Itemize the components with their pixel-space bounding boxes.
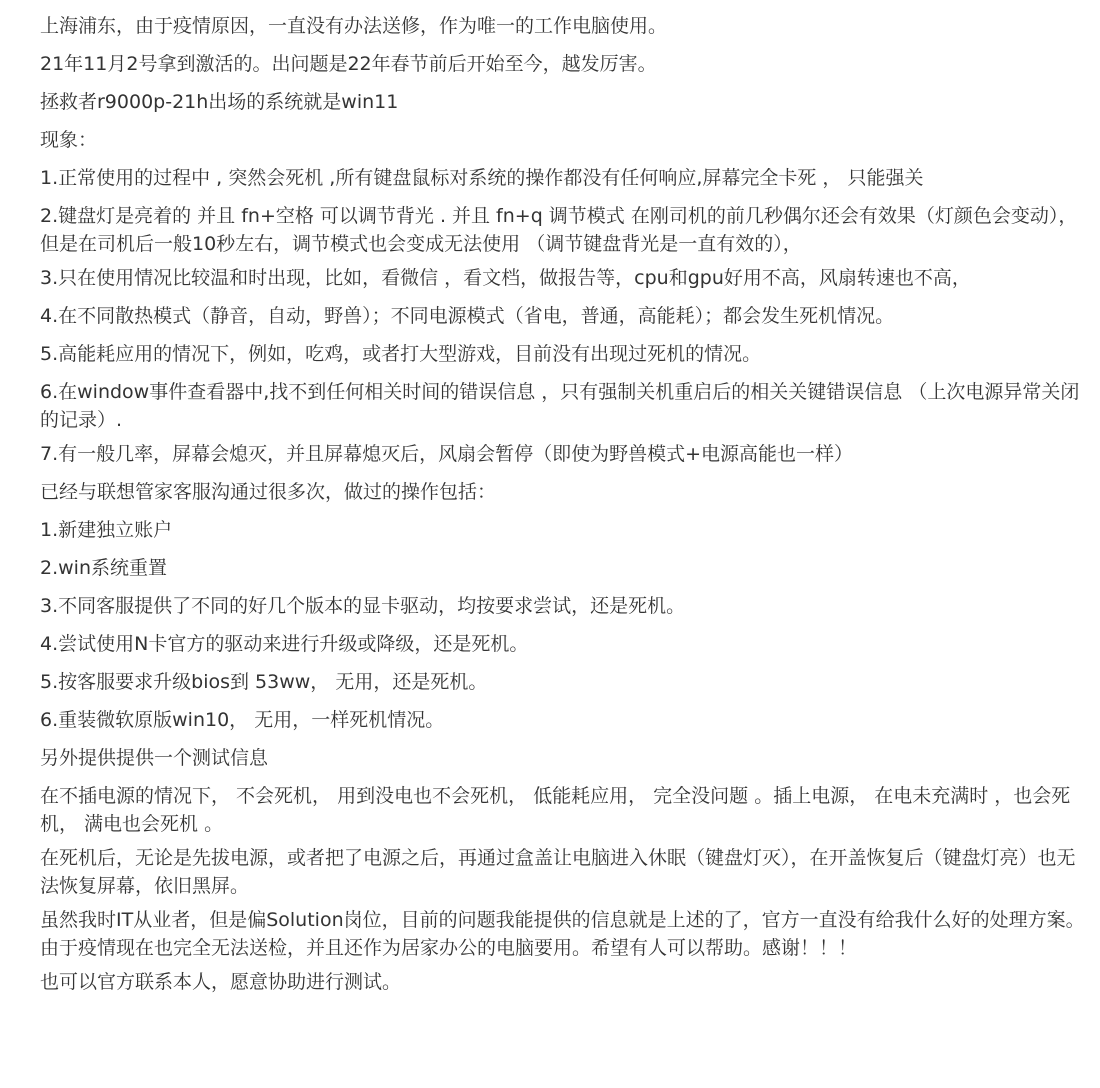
paragraph: 在不插电源的情况下， 不会死机， 用到没电也不会死机， 低能耗应用， 完全没问题 。插上电源， 在电未充满时 ，也会死机， 满电也会死机 。 (40, 785, 1071, 835)
paragraph: 另外提供提供一个测试信息 (40, 747, 269, 769)
paragraph: 现象： (40, 129, 98, 151)
paragraph: 6.重装微软原版win10， 无用，一样死机情况。 (40, 709, 445, 731)
paragraph: 1.新建独立账户 (40, 519, 173, 541)
paragraph: 3.只在使用情况比较温和时出现，比如，看微信 ，看文档，做报告等，cpu和gpu好用不高，风扇转速也不高， (40, 267, 971, 289)
paragraph: 4.尝试使用N卡官方的驱动来进行升级或降级，还是死机。 (40, 633, 529, 655)
paragraph: 4.在不同散热模式（静音，自动，野兽）；不同电源模式（省电，普通，高能耗）；都会发生死机情况。 (40, 305, 895, 327)
paragraph: 已经与联想管家客服沟通过很多次，做过的操作包括： (40, 481, 497, 503)
paragraph: 6.在window事件查看器中,找不到任何相关时间的错误信息 ，只有强制关机重启后的相关关键错误信息 （上次电源异常关闭的记录）. (40, 381, 1080, 431)
paragraph: 7.有一般几率，屏幕会熄灭，并且屏幕熄灭后，风扇会暂停（即使为野兽模式+电源高能也一样） (40, 443, 854, 465)
paragraph: 虽然我时IT从业者，但是偏Solution岗位，目前的问题我能提供的信息就是上述的了，官方一直没有给我什么好的处理方案。由于疫情现在也完全无法送检，并且还作为居家办公的电脑要用。希望有人可以帮助。感谢！！！ (40, 909, 1085, 959)
paragraph: 5.高能耗应用的情况下，例如，吃鸡，或者打大型游戏，目前没有出现过死机的情况。 (40, 343, 762, 365)
paragraph: 也可以官方联系本人，愿意协助进行测试。 (40, 971, 402, 993)
paragraph: 2.键盘灯是亮着的 并且 fn+空格 可以调节背光 . 并且 fn+q 调节模式 在刚司机的前几秒偶尔还会有效果（灯颜色会变动），但是在司机后一般10秒左右，调节模式也会变成无法使用 （调节键盘背光是一直有效的）， (40, 205, 1078, 255)
paragraph: 21年11月2号拿到激活的。出问题是22年春节前后开始至今，越发厉害。 (40, 53, 657, 75)
post-body (40, 12, 1092, 1006)
paragraph: 3.不同客服提供了不同的好几个版本的显卡驱动，均按要求尝试，还是死机。 (40, 595, 686, 617)
paragraph: 拯救者r9000p-21h出场的系统就是win11 (40, 91, 399, 113)
paragraph: 在死机后，无论是先拔电源，或者把了电源之后，再通过盒盖让电脑进入休眠（键盘灯灭），在开盖恢复后（键盘灯亮）也无法恢复屏幕，依旧黑屏。 (40, 847, 1076, 897)
paragraph: 5.按客服要求升级bios到 53ww， 无用，还是死机。 (40, 671, 488, 693)
paragraph: 1.正常使用的过程中 , 突然会死机 ,所有键盘鼠标对系统的操作都没有任何响应,屏幕完全卡死 ， 只能强关 (40, 167, 924, 189)
paragraph: 上海浦东，由于疫情原因，一直没有办法送修，作为唯一的工作电脑使用。 (40, 15, 668, 37)
paragraph: 2.win系统重置 (40, 557, 167, 579)
